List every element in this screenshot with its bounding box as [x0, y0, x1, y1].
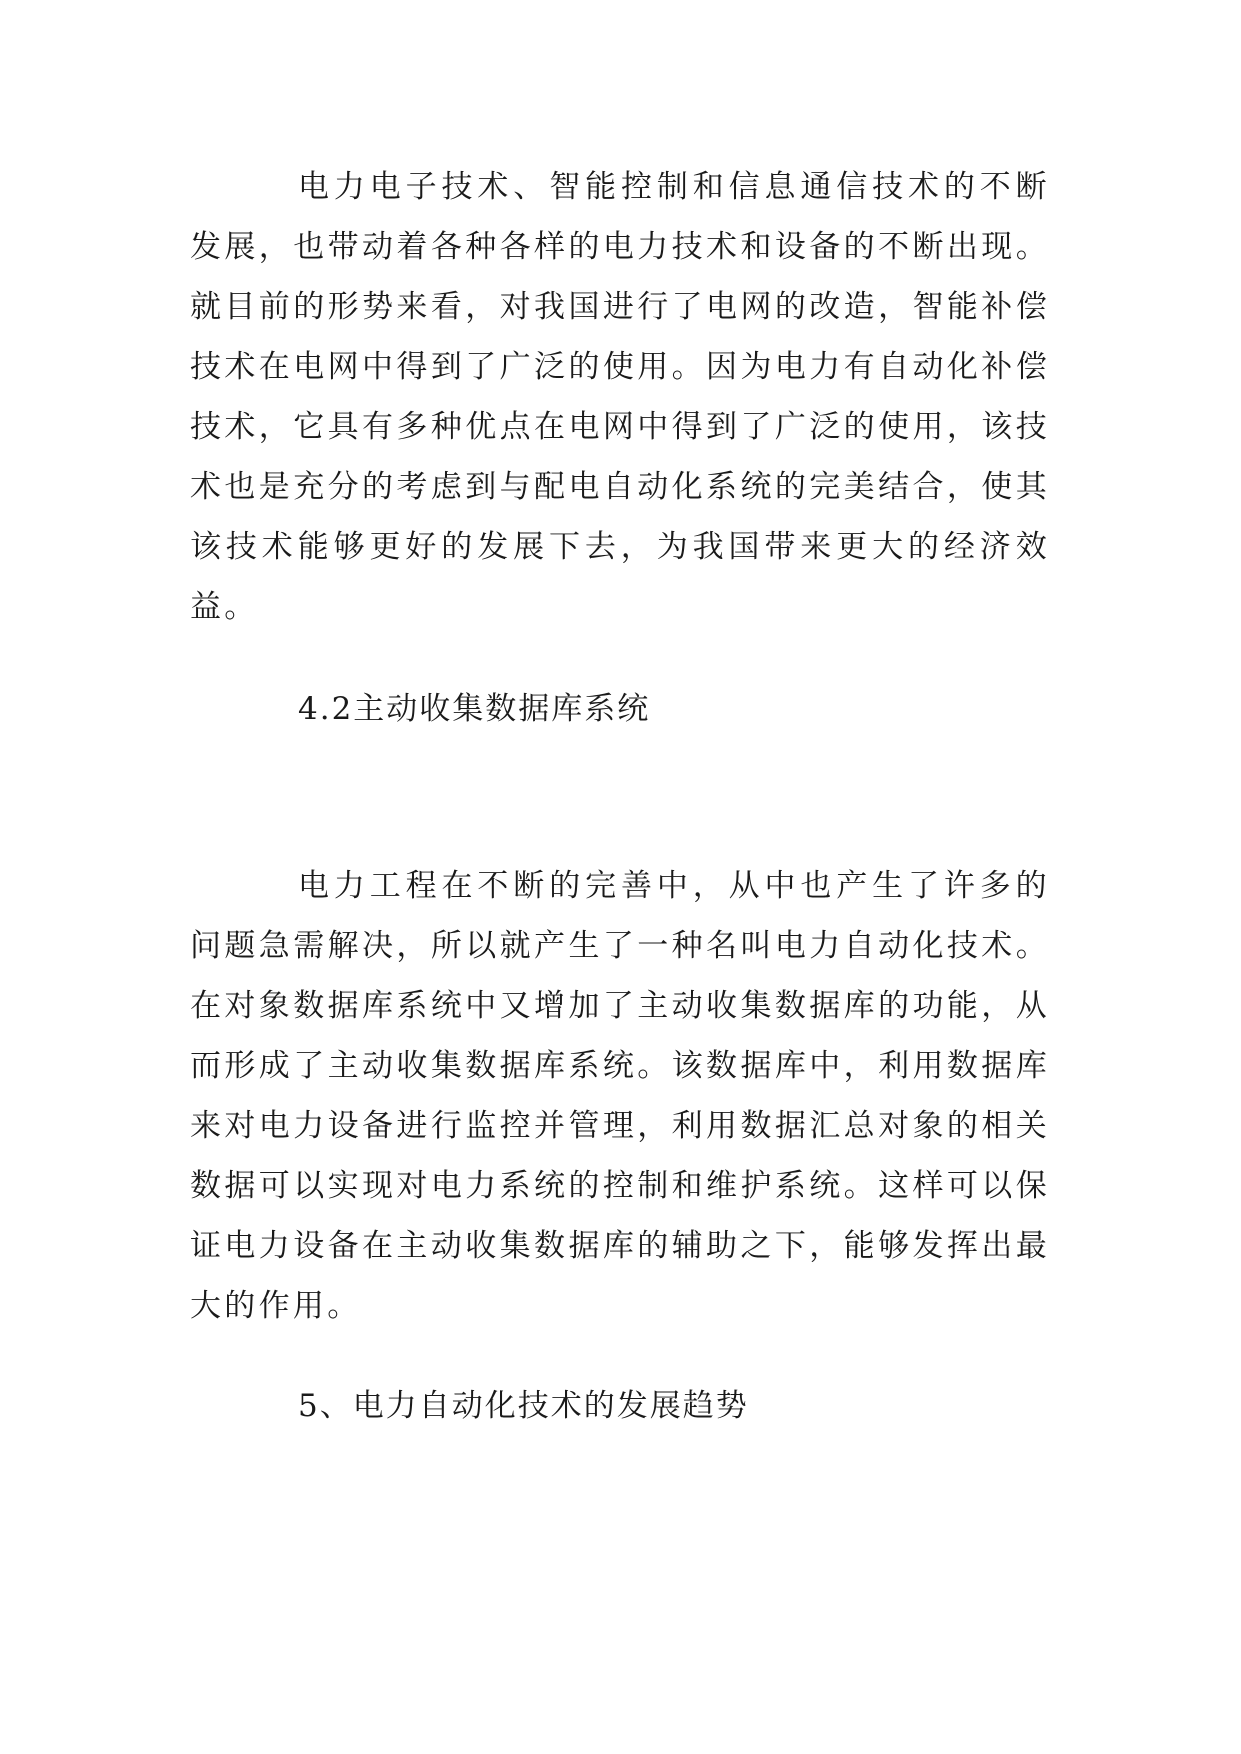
section-heading: 5、电力自动化技术的发展趋势	[298, 1388, 749, 1424]
body-paragraph: 电力电子技术、智能控制和信息通信技术的不断发展，也带动着各种各样的电力技术和设备的不断出现。就目前的形势来看，对我国进行了电网的改造，智能补偿技术在电网中得到了广泛的使用。因为电力有自动化补偿技术，它具有多种优点在电网中得到了广泛的使用，该技术也是充分的考虑到与配电自动化系统的完美结合，使其该技术能够更好的发展下去，为我国带来更大的经济效益。	[190, 169, 1050, 625]
body-paragraph: 电力工程在不断的完善中，从中也产生了许多的问题急需解决，所以就产生了一种名叫电力自动化技术。在对象数据库系统中又增加了主动收集数据库的功能，从而形成了主动收集数据库系统。该数据库中，利用数据库来对电力设备进行监控并管理，利用数据汇总对象的相关数据可以实现对电力系统的控制和维护系统。这样可以保证电力设备在主动收集数据库的辅助之下，能够发挥出最大的作用。	[190, 868, 1050, 1324]
section-heading: 4.2主动收集数据库系统	[298, 691, 651, 727]
